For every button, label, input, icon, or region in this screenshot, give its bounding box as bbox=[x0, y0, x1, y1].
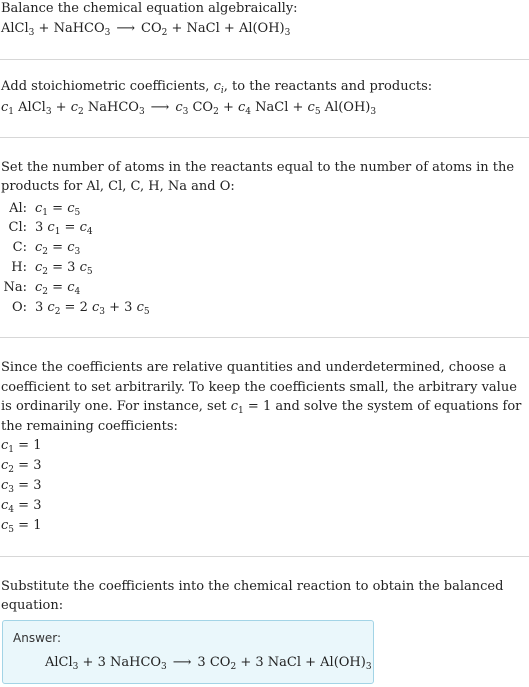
coefficient-equation: $c_1$ AlCl$_3$ + $c_2$ NaHCO$_3$ ⟶ $c_3$ $CO_2 + c_4$ NaCl + $c_5$ $Al(OH)_3$ bbox=[1, 100, 377, 117]
system-row-c: C: $c_2 = c_3$ bbox=[1, 239, 27, 257]
coefficients-heading: Add stoichiometric coefficients, $c_i$, to the reactants and products: bbox=[1, 79, 433, 96]
element-label: C: bbox=[12, 240, 27, 255]
answer-box bbox=[2, 620, 374, 684]
solution-c1: $c_1 = 1$ bbox=[1, 438, 42, 455]
system-row-o: O: 3 $c_2 = 2$ $c_3 + 3$ $c_5$ bbox=[1, 299, 27, 317]
solution-c4: $c_4 = 3$ bbox=[1, 498, 42, 515]
species-co2: $CO_2$ bbox=[141, 21, 168, 38]
solve-heading: Since the coefficients are relative quantities and underdetermined, choose a coefficient to set arbitrarily. To keep the coefficients small, the arbitrary value is ordinarily one. For instance, set $c_1 = 1$ and solve the system of equations for the remaining coefficients: bbox=[1, 360, 522, 434]
element-label: Na: bbox=[3, 280, 27, 295]
system-row-na: Na: $c_2 = c_4$ bbox=[1, 279, 27, 297]
species-nacl: NaCl bbox=[186, 21, 220, 36]
arrow-icon: ⟶ bbox=[116, 21, 136, 36]
system-row-cl: Cl: 3 $c_1 = c_4$ bbox=[1, 219, 27, 237]
system-row-al: Al: $c_1 = c_5$ bbox=[1, 200, 27, 218]
divider bbox=[0, 556, 529, 557]
answer-label: Answer: bbox=[13, 631, 62, 645]
divider bbox=[0, 59, 529, 60]
balanced-equation: AlCl$_3$ + 3 NaHCO$_3$ ⟶ 3 $CO_2 + 3$ NaCl + $Al(OH)_3$ bbox=[45, 655, 372, 672]
element-label: Al: bbox=[9, 201, 27, 216]
arrow-icon: ⟶ bbox=[150, 100, 170, 115]
atoms-heading: Set the number of atoms in the reactants equal to the number of atoms in the products for Al, Cl, C, H, Na and O: bbox=[1, 160, 515, 194]
solution-c3: $c_3 = 3$ bbox=[1, 478, 42, 495]
solution-c5: $c_5 = 1$ bbox=[1, 518, 42, 535]
arrow-icon: ⟶ bbox=[172, 655, 192, 670]
intro-heading: Balance the chemical equation algebraically: bbox=[1, 1, 298, 16]
substitute-heading: Substitute the coefficients into the chemical reaction to obtain the balanced equation: bbox=[1, 579, 504, 613]
element-label: H: bbox=[11, 260, 27, 275]
element-label: Cl: bbox=[8, 220, 27, 235]
divider bbox=[0, 337, 529, 338]
species-alcl3: AlCl$_3$ bbox=[1, 21, 35, 38]
system-row-h: H: $c_2 = 3$ $c_5$ bbox=[1, 259, 27, 277]
unbalanced-equation: AlCl$_3$ + NaHCO$_3$ ⟶ $CO_2$ + NaCl + $Al(OH)_3$ bbox=[1, 21, 291, 38]
element-label: O: bbox=[11, 300, 27, 315]
species-aloh3: $Al(OH)_3$ bbox=[238, 21, 291, 38]
species-nahco3: NaHCO$_3$ bbox=[53, 21, 111, 38]
divider bbox=[0, 137, 529, 138]
solution-c2: $c_2 = 3$ bbox=[1, 458, 42, 475]
